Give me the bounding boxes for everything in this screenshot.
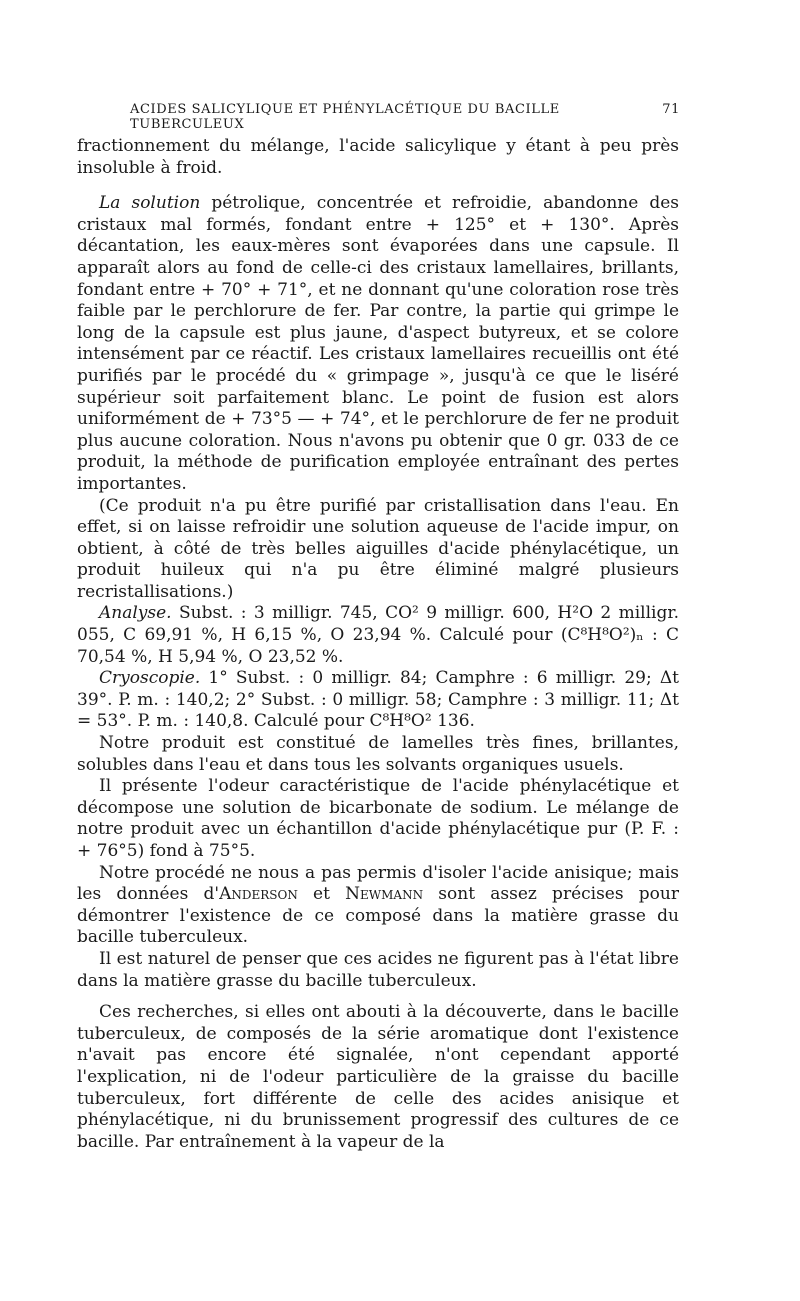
running-head (130, 102, 680, 132)
paragraph-text: Ces recherches, si elles ont abouti à la découverte, dans le bacille tuberculeux, de composés de la série aromatique dont l'existence n'avait pas encore été signalée, n'ont cependant apporté l'explication, ni de l'odeur particulière de la graisse du bacille tuberculeux, fort différente de celle des acides anisique et phénylacétique, ni du brunissement progressif des cultures de ce bacille. Par entraînement à la vapeur de la (77, 1002, 679, 1152)
paragraph-analysis (77, 603, 679, 668)
paragraph-anisic-acid (77, 863, 679, 949)
paragraph-text: 1° Subst. : 0 milligr. 84; Camphre : 6 milligr. 29; Δt 39°. P. m. : 140,2; 2° Subst. : 0 milligr. 58; Camphre : 3 milligr. 11; Δt = 53°. P. m. : 140,8. Calculé pour C⁸H⁸O² 136. (77, 668, 679, 732)
running-head-title: ACIDES SALICYLIQUE ET PHÉNYLACÉTIQUE DU BACILLE TUBERCULEUX (130, 102, 560, 132)
paragraph-properties (77, 733, 679, 776)
paragraph-lead: La solution (99, 193, 201, 214)
paragraph-text: Subst. : 3 milligr. 745, CO² 9 milligr. 600, H²O 2 milligr. 055, C 69,91 %, H 6,15 %, O 23,94 %. Calculé pour (C⁸H⁸O²)ₙ : C 70,54 %, H 5,94 %, O 23,52 %. (77, 603, 679, 667)
body-text (77, 136, 679, 1153)
paragraph-conclusion (77, 1002, 679, 1153)
paragraph-text: (Ce produit n'a pu être purifié par cristallisation dans l'eau. En effet, si on laisse refroidir une solution aqueuse de l'acide impur, on obtient, à côté de très belles aiguilles d'acide phénylacétique, un produit huileux qui n'a pu être éliminé malgré plusieurs recristallisations.) (77, 495, 679, 602)
page-number: 71 (662, 102, 680, 117)
paragraph-solution (77, 193, 679, 495)
paragraph-text: Il est naturel de penser que ces acides ne figurent pas à l'état libre dans la matière grasse du bacille tuberculeux. (77, 948, 679, 991)
author-name: Newmann (345, 884, 424, 905)
paragraph-lead: Cryoscopie. (99, 668, 201, 689)
paragraph-text: fractionnement du mélange, l'acide salicylique y étant à peu près insoluble à froid. (77, 136, 679, 178)
paragraph-cryoscopy (77, 668, 679, 733)
paragraph-continuation (77, 136, 679, 179)
paragraph-odor (77, 776, 679, 862)
paragraph-text: pétrolique, concentrée et refroidie, abandonne des cristaux mal formés, fondant entre + 125° et + 130°. Après décantation, les eaux-mères sont évaporées dans une capsule. Il apparaît alors au fond de celle-ci des cristaux lamellaires, brillants, fondant entre + 70° + 71°, et ne donnant qu'une coloration rose très faible par le perchlorure de fer. Par contre, la partie qui grimpe le long de la capsule est plus jaune, d'aspect butyreux, et se colore intensément par ce réactif. Les cristaux lamellaires recueillis ont été purifiés par le procédé du « grimpage », jusqu'à ce que le liséré supérieur soit parfaitement blanc. Le point de fusion est alors uniformément de + 73°5 — + 74°, et le perchlorure de fer ne produit plus aucune coloration. Nous n'avons pu obtenir que 0 gr. 033 de ce produit, la méthode de purification employée entraînant des pertes importantes. (77, 193, 680, 494)
paragraph-lead: Analyse. (99, 603, 172, 624)
paragraph-text: Notre procédé ne nous a pas permis d'isoler l'acide anisique; mais les données d' (77, 862, 679, 905)
paragraph-free-state (77, 949, 679, 992)
paragraph-text: et (297, 884, 346, 905)
author-name: Anderson (219, 884, 298, 905)
paragraph-text: Notre produit est constitué de lamelles très fines, brillantes, solubles dans l'eau et dans tous les solvants organiques usuels. (77, 733, 679, 775)
paragraph-purification-note (77, 496, 679, 604)
paragraph-text: sont assez précises pour démontrer l'existence de ce composé dans la matière grasse du bacille tuberculeux. (77, 884, 679, 948)
paragraph-text: Il présente l'odeur caractéristique de l'acide phénylacétique et décompose une solution de bicarbonate de sodium. Le mélange de notre produit avec un échantillon d'acide phénylacétique pur (P. F. : + 76°5) fond à 75°5. (77, 776, 679, 861)
